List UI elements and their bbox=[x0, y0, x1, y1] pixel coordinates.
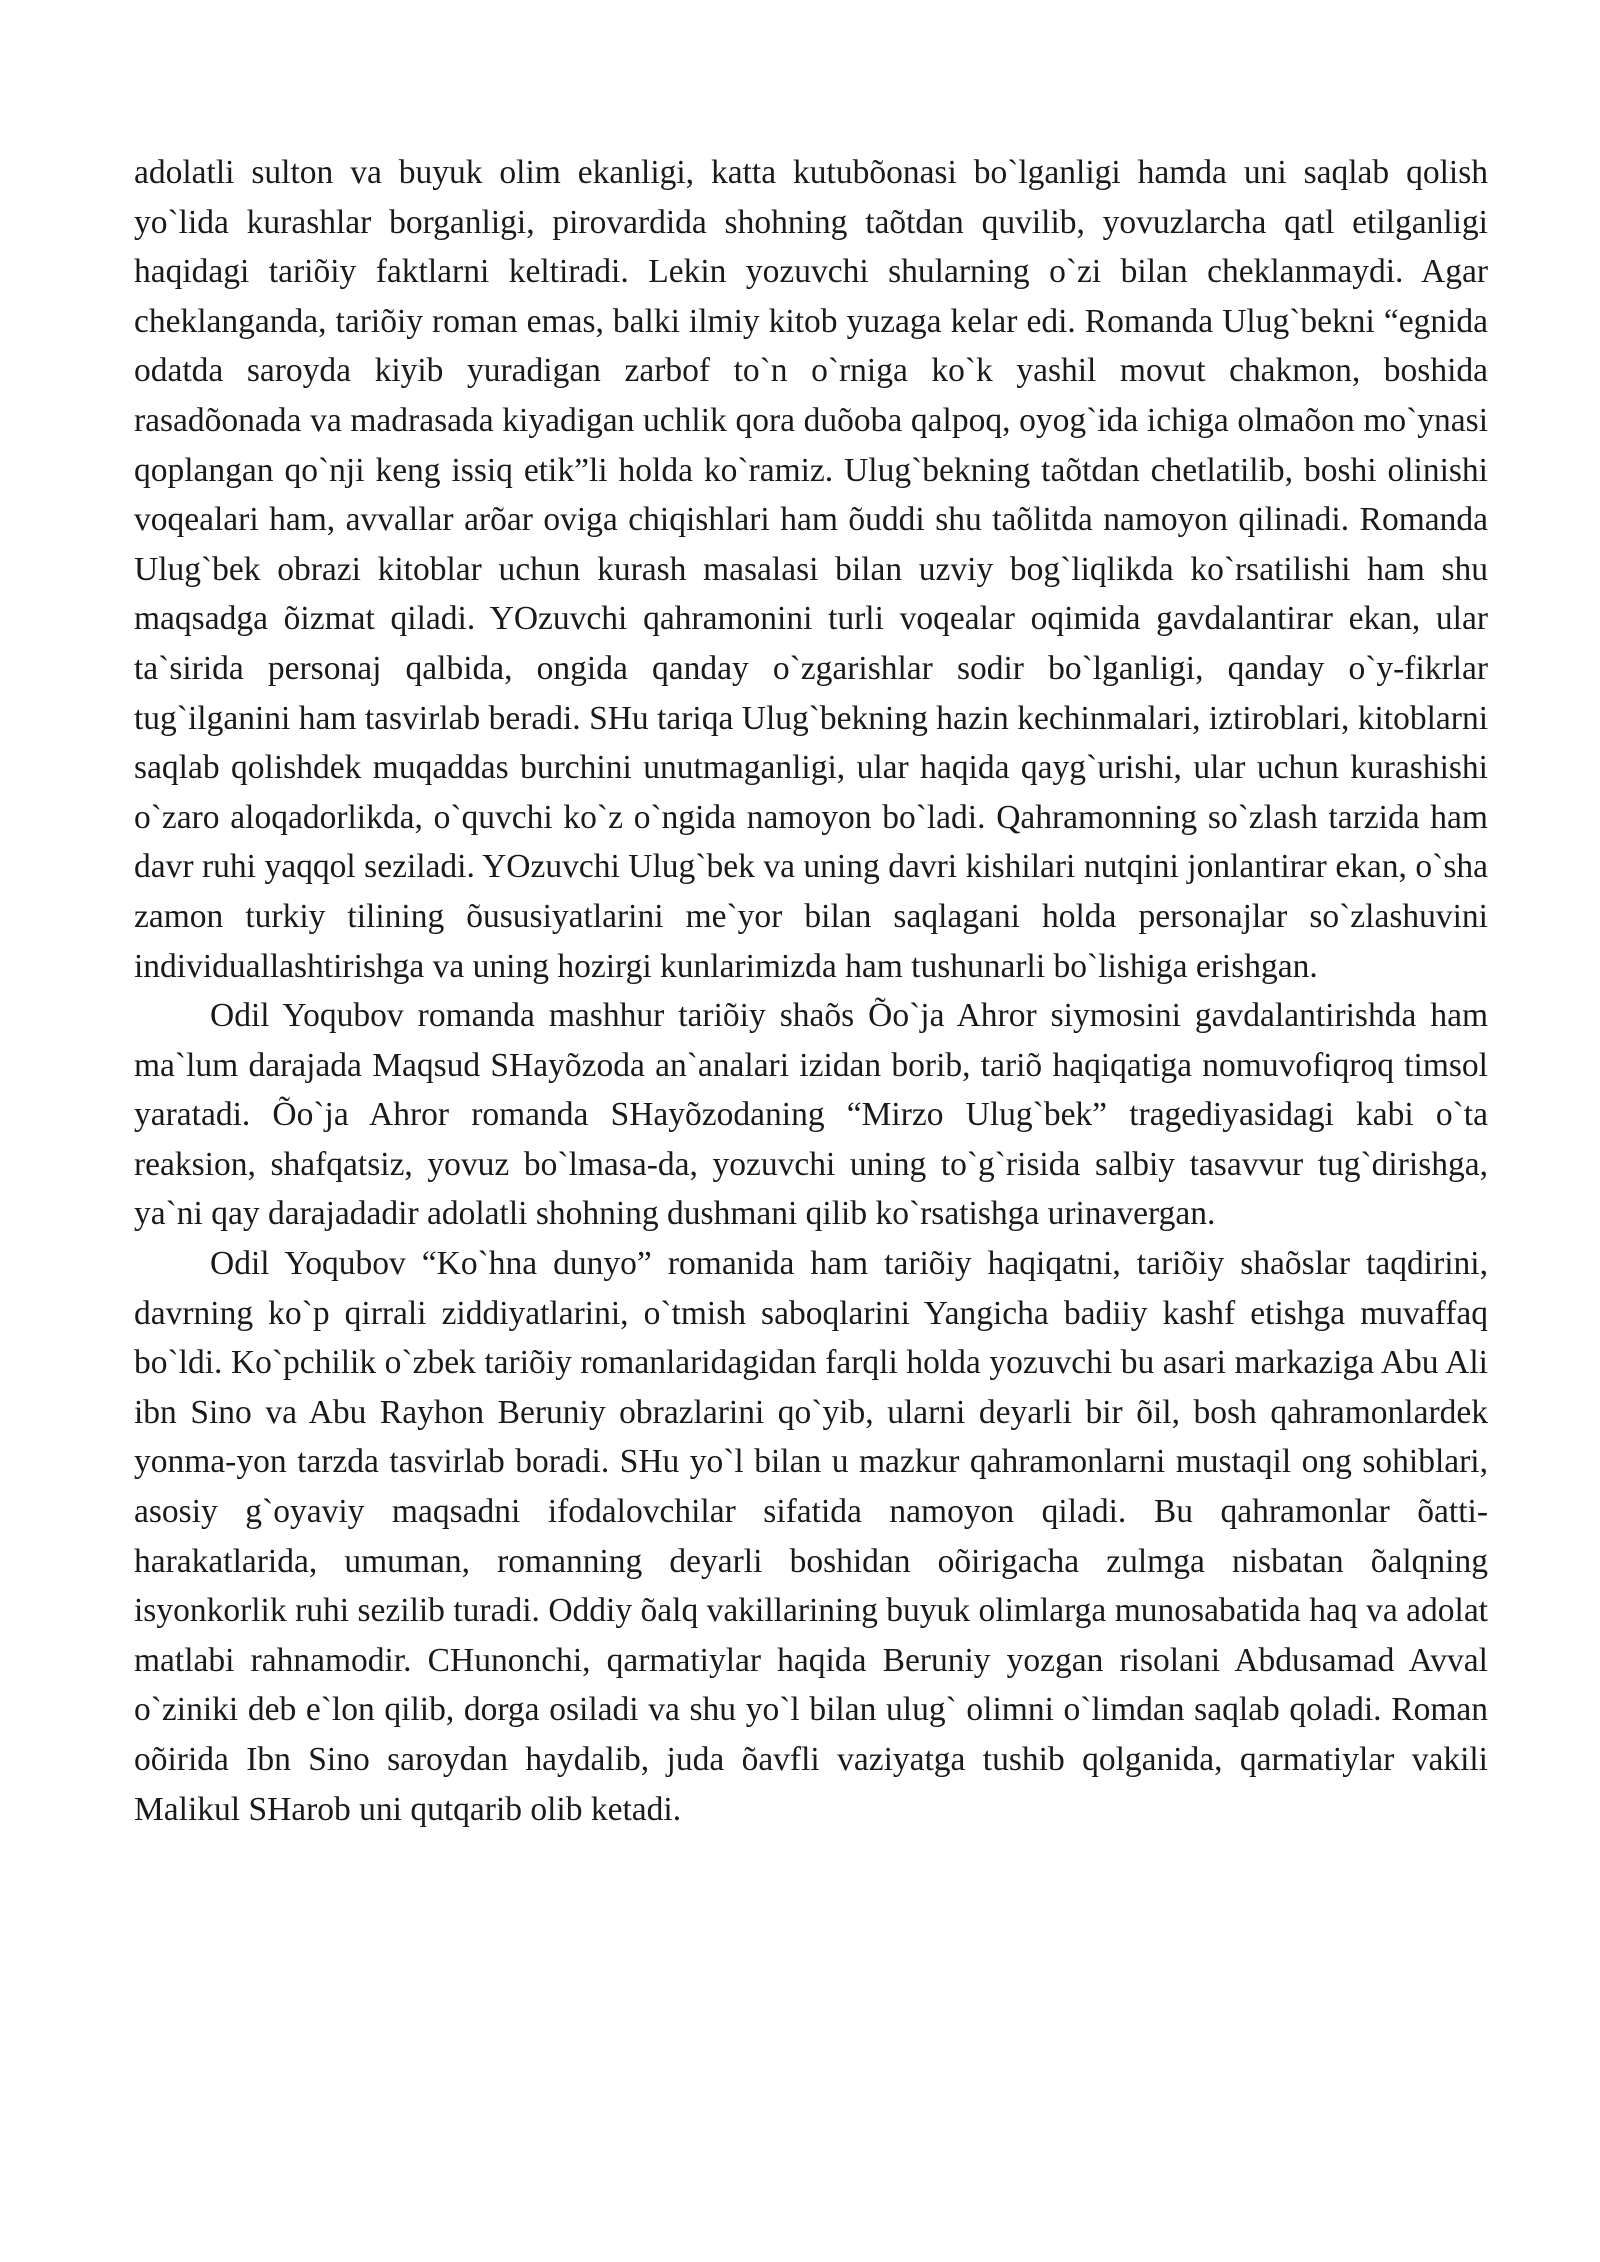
paragraph-3: Odil Yoqubov “Ko`hna dunyo” romanida ham tariõiy haqiqatni, tariõiy shaõslar taqdirini, davrning ko`p qirrali ziddiyatlarini, o`tmish saboqlarini Yangicha badiiy kashf etishga muvaffaq bo`ldi. Ko`pchilik o`zbek tariõiy romanlaridagidan farqli holda yozuvchi bu asari markaziga Abu Ali ibn Sino va Abu Rayhon Beruniy obrazlarini qo`yib, ularni deyarli bir õil, bosh qahramonlardek yonma-yon tarzda tasvirlab boradi. SHu yo`l bilan u mazkur qahramonlarni mustaqil ong sohiblari, asosiy g`oyaviy maqsadni ifodalovchilar sifatida namoyon qiladi. Bu qahramonlar õatti-harakatlarida, umuman, romanning deyarli boshidan oõirigacha zulmga nisbatan õalqning isyonkorlik ruhi sezilib turadi. Oddiy õalq vakillarining buyuk olimlarga munosabatida haq va adolat matlabi rahnamodir. CHunonchi, qarmatiylar haqida Beruniy yozgan risolani Abdusamad Avval o`ziniki deb e`lon qilib, dorga osiladi va shu yo`l bilan ulug` olimni o`limdan saqlab qoladi. Roman oõirida Ibn Sino saroydan haydalib, juda õavfli vaziyatga tushib qolganida, qarmatiylar vakili Malikul SHarob uni qutqarib olib ketadi. bbox=[134, 1245, 1488, 1828]
paragraph-2: Odil Yoqubov romanda mashhur tariõiy shaõs Õo`ja Ahror siymosini gavdalantirishda ham ma`lum darajada Maqsud SHayõzoda an`analari izidan borib, tariõ haqiqatiga nomuvofiqroq timsol yaratadi. Õo`ja Ahror romanda SHayõzodaning “Mirzo Ulug`bek” tragediyasidagi kabi o`ta reaksion, shafqatsiz, yovuz bo`lmasa-da, yozuvchi uning to`g`risida salbiy tasavvur tug`dirishga, ya`ni qay darajadadir adolatli shohning dushmani qilib ko`rsatishga urinavergan. bbox=[134, 997, 1488, 1233]
body-text bbox=[134, 148, 1488, 1834]
paragraph-1: adolatli sulton va buyuk olim ekanligi, katta kutubõonasi bo`lganligi hamda uni saqlab qolish yo`lida kurashlar borganligi, pirovardida shohning taõtdan quvilib, yovuzlarcha qatl etilganligi haqidagi tariõiy faktlarni keltiradi. Lekin yozuvchi shularning o`zi bilan cheklanmaydi. Agar cheklanganda, tariõiy roman emas, balki ilmiy kitob yuzaga kelar edi. Romanda Ulug`bekni “egnida odatda saroyda kiyib yuradigan zarbof to`n o`rniga ko`k yashil movut chakmon, boshida rasadõonada va madrasada kiyadigan uchlik qora duõoba qalpoq, oyog`ida ichiga olmaõon mo`ynasi qoplangan qo`nji keng issiq etik”li holda ko`ramiz. Ulug`bekning taõtdan chetlatilib, boshi olinishi voqealari ham, avvallar arõar oviga chiqishlari ham õuddi shu taõlitda namoyon qilinadi. Romanda Ulug`bek obrazi kitoblar uchun kurash masalasi bilan uzviy bog`liqlikda ko`rsatilishi ham shu maqsadga õizmat qiladi. YOzuvchi qahramonini turli voqealar oqimida gavdalantirar ekan, ular ta`sirida personaj qalbida, ongida qanday o`zgarishlar sodir bo`lganligi, qanday o`y-fikrlar tug`ilganini ham tasvirlab beradi. SHu tariqa Ulug`bekning hazin kechinmalari, iztiroblari, kitoblarni saqlab qolishdek muqaddas burchini unutmaganligi, ular haqida qayg`urishi, ular uchun kurashishi o`zaro aloqadorlikda, o`quvchi ko`z o`ngida namoyon bo`ladi. Qahramonning so`zlash tarzida ham davr ruhi yaqqol seziladi. YOzuvchi Ulug`bek va uning davri kishilari nutqini jonlantirar ekan, o`sha zamon turkiy tilining õususiyatlarini me`yor bilan saqlagani holda personajlar so`zlashuvini individuallashtirishga va uning hozirgi kunlarimizda ham tushunarli bo`lishiga erishgan. bbox=[134, 154, 1488, 985]
